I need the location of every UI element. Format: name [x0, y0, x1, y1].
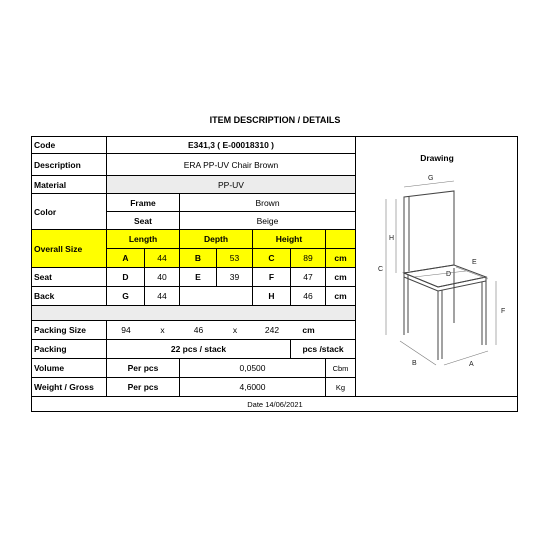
color-label: Color: [32, 194, 107, 230]
material-value: PP-UV: [107, 176, 356, 194]
code-label: Code: [32, 137, 107, 154]
back-g-value: 44: [145, 287, 180, 306]
label-f: F: [501, 308, 506, 315]
dim-a-value: 44: [145, 249, 180, 268]
dim-b-letter: B: [180, 249, 217, 268]
packing-length: 94: [121, 325, 131, 335]
label-d: D: [446, 271, 452, 278]
packing-size-unit: cm: [302, 325, 315, 335]
label-a: A: [469, 361, 474, 368]
drawing-title: Drawing: [420, 153, 454, 163]
dim-c-value: 89: [291, 249, 326, 268]
label-c: C: [378, 266, 384, 273]
chair-drawing: [356, 173, 518, 383]
volume-value: 0,0500: [180, 359, 326, 378]
back-g-letter: G: [107, 287, 145, 306]
packing-size-values: [107, 321, 356, 340]
back-h-letter: H: [253, 287, 291, 306]
seat-d-value: 40: [145, 268, 180, 287]
seat-d-letter: D: [107, 268, 145, 287]
weight-per: Per pcs: [107, 378, 180, 397]
label-e: E: [472, 259, 477, 266]
seat-unit: cm: [326, 268, 356, 287]
chair-seat-edge: [404, 273, 486, 291]
length-header: Length: [107, 230, 180, 249]
depth-header: Depth: [180, 230, 253, 249]
label-h: H: [389, 235, 395, 242]
color-seat-label: Seat: [107, 212, 180, 230]
weight-value: 4,6000: [180, 378, 326, 397]
color-frame-value: Brown: [180, 194, 356, 212]
dim-c-letter: C: [253, 249, 291, 268]
back-label: Back: [32, 287, 107, 306]
overall-size-unit: cm: [326, 249, 356, 268]
spacer-row: [32, 306, 356, 321]
seat-f-letter: F: [253, 268, 291, 287]
packing-width: 46: [193, 325, 204, 335]
weight-unit: Kg: [326, 378, 356, 397]
packing-unit: pcs /stack: [291, 340, 356, 359]
packing-x1: x: [160, 325, 165, 335]
weight-label: Weight / Gross: [32, 378, 107, 397]
drawing-panel: [356, 137, 518, 397]
seat-label: Seat: [32, 268, 107, 287]
date-footer: Date 14/06/2021: [247, 400, 303, 409]
height-header: Height: [253, 230, 326, 249]
packing-label: Packing: [32, 340, 107, 359]
back-blank: [180, 287, 253, 306]
label-b: B: [412, 360, 417, 367]
chair-backrest: [404, 191, 454, 273]
seat-f-value: 47: [291, 268, 326, 287]
volume-unit: Cbm: [326, 359, 356, 378]
material-label: Material: [32, 176, 107, 194]
color-seat-value: Beige: [180, 212, 356, 230]
description-value: ERA PP-UV Chair Brown: [107, 154, 356, 176]
label-g: G: [428, 175, 434, 182]
description-label: Description: [32, 154, 107, 176]
volume-per: Per pcs: [107, 359, 180, 378]
packing-x2: x: [232, 325, 238, 335]
color-frame-label: Frame: [107, 194, 180, 212]
volume-label: Volume: [32, 359, 107, 378]
seat-e-letter: E: [180, 268, 217, 287]
seat-e-value: 39: [217, 268, 253, 287]
spec-sheet: [31, 136, 518, 412]
dim-a-letter: A: [107, 249, 145, 268]
dim-line-d: [414, 271, 466, 277]
packing-size-label: Packing Size: [32, 321, 107, 340]
dim-b-value: 53: [217, 249, 253, 268]
overall-size-label: Overall Size: [32, 230, 107, 268]
dim-line-b: [400, 341, 436, 365]
page-title: ITEM DESCRIPTION / DETAILS: [209, 115, 341, 125]
back-h-value: 46: [291, 287, 326, 306]
packing-height: 242: [264, 325, 280, 335]
packing-value: 22 pcs / stack: [107, 340, 291, 359]
back-unit: cm: [326, 287, 356, 306]
overall-size-blank: [326, 230, 356, 249]
dim-line-e: [456, 267, 488, 279]
dim-line-a: [444, 351, 488, 365]
code-value: E341,3 ( E-00018310 ): [107, 137, 356, 154]
